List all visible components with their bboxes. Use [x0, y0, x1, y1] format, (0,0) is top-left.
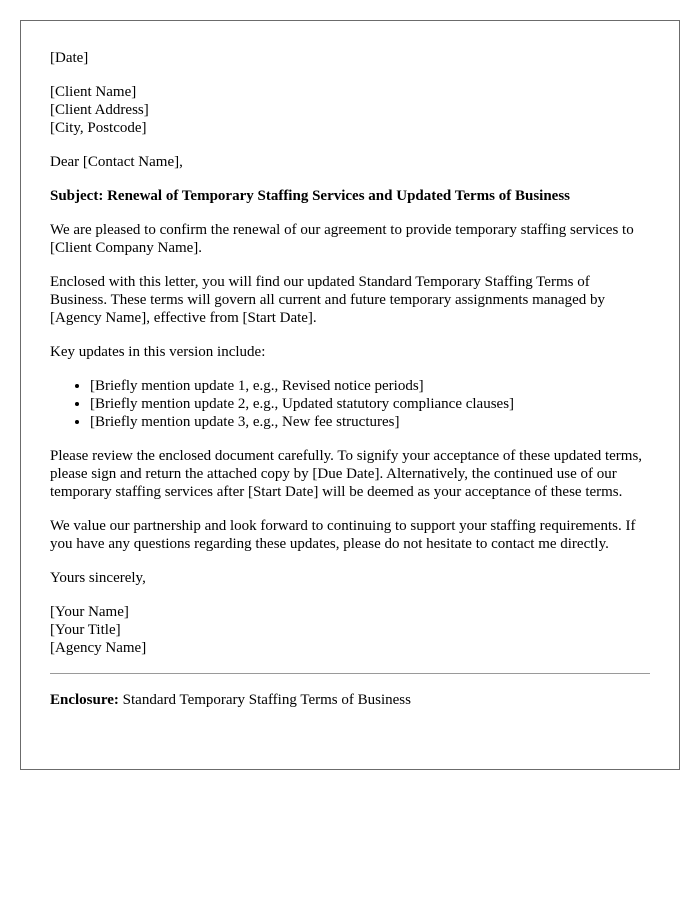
body-paragraph-review-acceptance: Please review the enclosed document carefully. To signify your acceptance of these updated terms, please sign and return the attached copy by [Due Date]. Alternatively, the continued use of our temporary staffing services after [Start Date] will be deemed as your acceptance of these terms.: [50, 448, 643, 500]
letter-document: [20, 20, 680, 770]
recipient-name: [Client Name]: [50, 84, 137, 100]
letter-date: [Date]: [50, 50, 89, 66]
salutation: Dear [Contact Name],: [50, 154, 183, 170]
subject-line: Subject: Renewal of Temporary Staffing Services and Updated Terms of Business: [50, 188, 571, 204]
updates-list: [50, 377, 650, 431]
list-item: • [Briefly mention update 1, e.g., Revised notice periods]: [90, 377, 650, 395]
enclosure-line: [50, 691, 650, 709]
recipient-city: [City, Postcode]: [50, 120, 147, 136]
recipient-address-block: [50, 83, 650, 137]
signer-title: [Your Title]: [50, 622, 121, 638]
divider: [50, 673, 650, 674]
enclosure-label: Enclosure:: [50, 692, 119, 708]
date-line: [50, 49, 650, 67]
signer-agency: [Agency Name]: [50, 640, 147, 656]
body-paragraph-key-updates-intro: Key updates in this version include:: [50, 344, 266, 360]
list-item: • [Briefly mention update 3, e.g., New fee structures]: [90, 413, 650, 431]
body-paragraph-renewal: We are pleased to confirm the renewal of our agreement to provide temporary staffing services to [Client Company Name].: [50, 222, 634, 256]
signoff: Yours sincerely,: [50, 570, 146, 586]
list-item: • [Briefly mention update 2, e.g., Updated statutory compliance clauses]: [90, 395, 650, 413]
signature-block: [50, 603, 650, 657]
signer-name: [Your Name]: [50, 604, 129, 620]
body-paragraph-partnership: We value our partnership and look forward to continuing to support your staffing requirements. If you have any questions regarding these updates, please do not hesitate to contact me directly.: [50, 518, 636, 552]
enclosure-text: Standard Temporary Staffing Terms of Business: [118, 692, 411, 708]
recipient-address: [Client Address]: [50, 102, 149, 118]
body-paragraph-enclosed-terms: Enclosed with this letter, you will find our updated Standard Temporary Staffing Terms of Business. These terms will govern all current and future temporary assignments managed by [Agency Name], effective from [Start Date].: [50, 274, 605, 326]
